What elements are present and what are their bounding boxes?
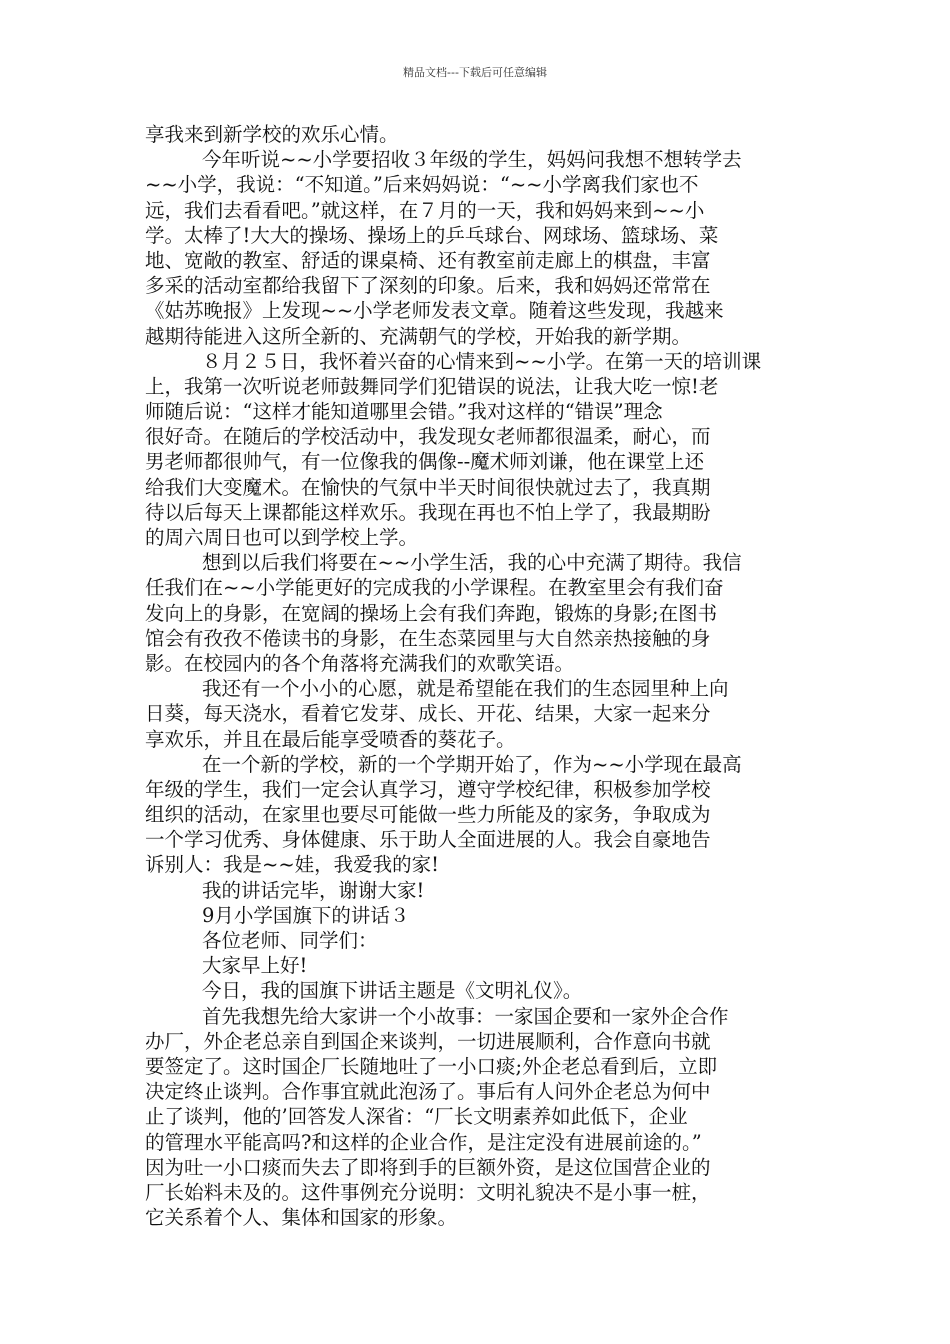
text-line: ~~小学，我说：“不知道。”后来妈妈说：“~~小学离我们家也不 <box>145 173 699 197</box>
text-line: 学。太棒了!大大的操场、操场上的乒乓球台、网球场、篮球场、菜 <box>145 223 719 247</box>
text-line: 要签定了。这时国企厂长随地吐了一小口痰;外企老总看到后，立即 <box>145 1054 718 1078</box>
text-line: 因为吐一小口痰而失去了即将到手的巨额外资，是这位国营企业的 <box>145 1155 711 1179</box>
text-line: 任我们在~~小学能更好的完成我的小学课程。在教室里会有我们奋 <box>145 576 724 600</box>
text-line: 享我来到新学校的欢乐心情。 <box>145 123 399 146</box>
text-line: 今日，我的国旗下讲话主题是《文明礼仪》。 <box>202 979 583 1003</box>
text-line: 组织的活动，在家里也要尽可能做一些力所能及的家务，争取成为 <box>145 803 711 827</box>
text-line: 一个学习优秀、身体健康、乐于助人全面进展的人。我会自豪地告 <box>145 828 711 852</box>
text-line: 我还有一个小小的心愿，就是希望能在我们的生态园里种上向 <box>202 677 729 701</box>
text-line: 大家早上好! <box>202 954 308 978</box>
text-line: 我的讲话完毕，谢谢大家! <box>202 878 425 902</box>
text-line: 止了谈判，他的’回答发人深省：“厂长文明素养如此低下，企业 <box>145 1105 688 1129</box>
text-line: 师随后说：“这样才能知道哪里会错。”我对这样的“错误”理念 <box>145 400 663 424</box>
text-line: 享欢乐，并且在最后能享受喷香的葵花子。 <box>145 727 516 751</box>
text-line: 发向上的身影，在宽阔的操场上会有我们奔跑，锻炼的身影;在图书 <box>145 601 718 625</box>
text-line: 年级的学生，我们一定会认真学习，遵守学校纪律，积极参加学校 <box>145 777 711 801</box>
text-line: 的周六周日也可以到学校上学。 <box>145 526 419 549</box>
text-line: 它关系着个人、集体和国家的形象。 <box>145 1206 458 1230</box>
text-line: 给我们大变魔术。在愉快的气氛中半天时间很快就过去了，我真期 <box>145 475 711 499</box>
text-line: 很好奇。在随后的学校活动中，我发现女老师都很温柔，耐心，而 <box>145 425 711 449</box>
text-line: 诉别人：我是~~娃，我爱我的家! <box>145 853 440 877</box>
text-line: 决定终止谈判。合作事宜就此泡汤了。事后有人问外企老总为何中 <box>145 1080 711 1104</box>
text-line: 日葵，每天浇水，看着它发芽、成长、开花、结果，大家一起来分 <box>145 702 711 726</box>
text-line: 越期待能进入这所全新的、充满朝气的学校，开始我的新学期。 <box>145 324 692 348</box>
text-line: 在一个新的学校，新的一个学期开始了，作为~~小学现在最高 <box>202 752 742 776</box>
text-line: 办厂，外企老总亲自到国企来谈判，一切进展顺利，合作意向书就 <box>145 1029 711 1053</box>
text-line: 想到以后我们将要在~~小学生活，我的心中充满了期待。我信 <box>202 551 742 575</box>
document-body <box>145 122 815 1230</box>
text-line: ８月２５日，我怀着兴奋的心情来到~~小学。在第一天的培训课 <box>202 349 762 373</box>
text-line: 馆会有孜孜不倦读书的身影，在生态菜园里与大自然亲热接触的身 <box>145 626 711 650</box>
text-line: 远，我们去看看吧。”就这样，在７月的一天，我和妈妈来到~~小 <box>145 198 705 222</box>
text-line: 各位老师、同学们： <box>202 929 378 952</box>
page-header: 精品文档---下载后可任意编辑 <box>403 66 547 79</box>
text-line: 今年听说~~小学要招收３年级的学生，妈妈问我想不想转学去 <box>202 148 742 172</box>
text-line: 厂长始料未及的。这件事例充分说明：文明礼貌决不是小事一桩， <box>145 1180 711 1204</box>
text-line: 《姑苏晚报》上发现~~小学老师发表文章。随着这些发现，我越来 <box>145 299 724 323</box>
text-line: 首先我想先给大家讲一个小故事：一家国企要和一家外企合作 <box>202 1004 729 1028</box>
text-line: 待以后每天上课都能这样欢乐。我现在再也不怕上学了，我最期盼 <box>145 500 711 524</box>
text-line: 多采的活动室都给我留下了深刻的印象。后来，我和妈妈还常常在 <box>145 274 711 298</box>
text-line: 上，我第一次听说老师鼓舞同学们犯错误的说法，让我大吃一惊!老 <box>145 374 719 398</box>
text-line: 地、宽敞的教室、舒适的课桌椅、还有教室前走廊上的棋盘，丰富 <box>145 248 711 272</box>
text-line: 的管理水平能高吗?和这样的企业合作，是注定没有进展前途的。” <box>145 1130 702 1154</box>
text-line: 9月小学国旗下的讲话３ <box>202 903 410 927</box>
text-line: 男老师都很帅气，有一位像我的偶像--魔术师刘谦，他在课堂上还 <box>145 450 705 474</box>
text-line: 影。在校园内的各个角落将充满我们的欢歌笑语。 <box>145 651 575 675</box>
